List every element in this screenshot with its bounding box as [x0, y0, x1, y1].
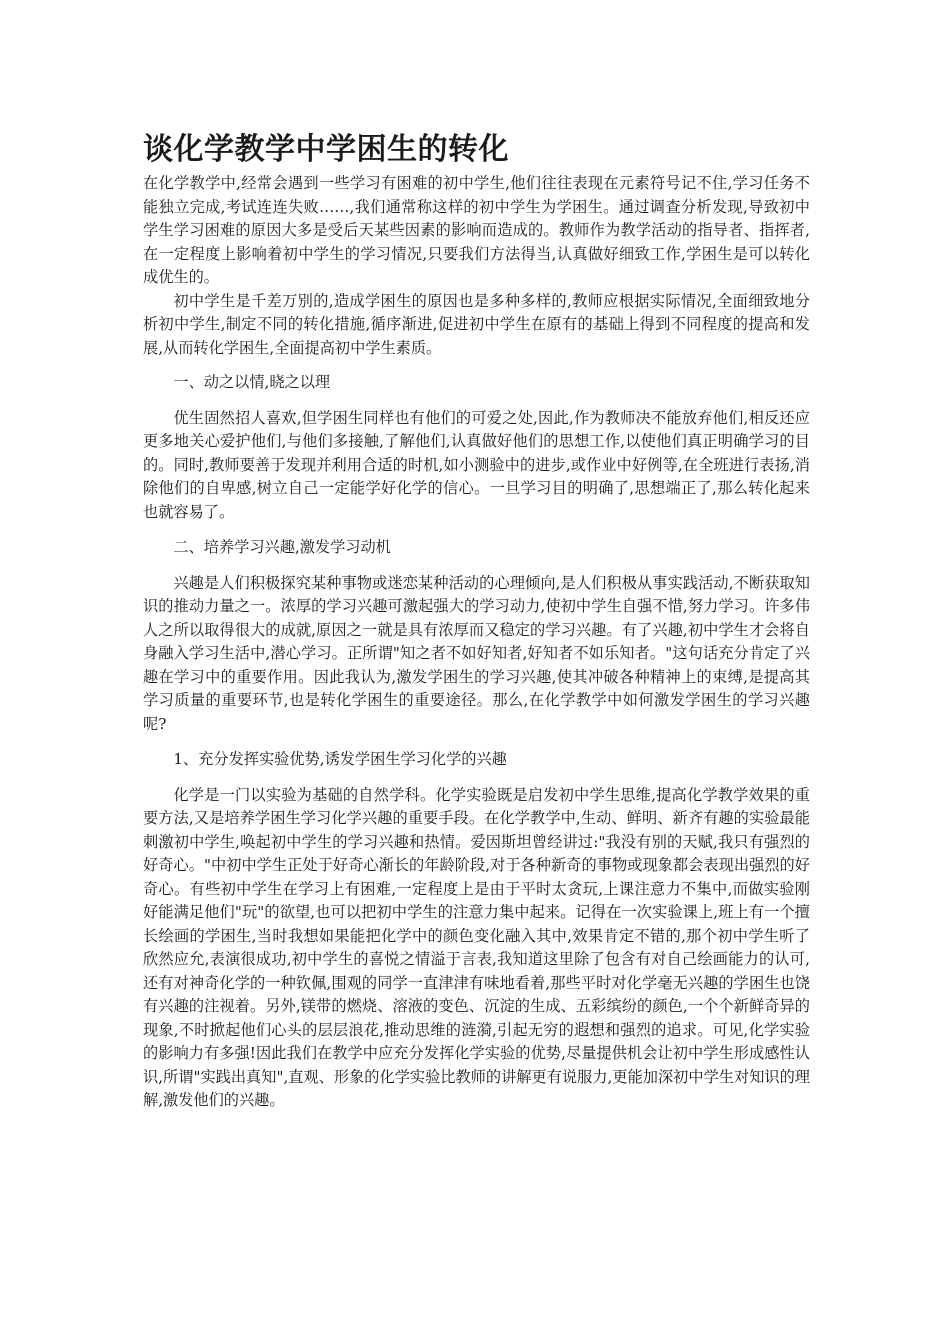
section-heading-1: 一、动之以情,晓之以理 — [173, 373, 331, 391]
body-paragraph-section-2: 兴趣是人们积极探究某种事物或迷恋某种活动的心理倾向,是人们积极从事实践活动,不断获取知识的推动力量之一。浓厚的学习兴趣可激起强大的学习动力,使初中学生自强不惜,努力学习。许多伟人之所以取得很大的成就,原因之一就是具有浓厚而又稳定的学习兴趣。有了兴趣,初中学生才会将自身融入学习生活中,潜心学习。正所谓"知之者不如好知者,好知者不如乐知者。"这句话充分肯定了兴趣在学习中的重要作用。因此我认为,激发学困生的学习兴趣,使其冲破各种精神上的束缚,是提高其学习质量的重要环节,也是转化学困生的重要途径。那么,在化学教学中如何激发学困生的学习兴趣呢? — [143, 573, 810, 733]
spacer — [143, 560, 810, 572]
document-title: 谈化学教学中学困生的转化 — [143, 132, 509, 167]
body-paragraph-subsection-1: 化学是一门以实验为基础的自然学科。化学实验既是启发初中学生思维,提高化学教学效果的重要方法,又是培养学困生学习化学兴趣的重要手段。在化学教学中,生动、鲜明、新齐有趣的实验最能刺激初中学生,唤起初中学生的学习兴趣和热情。爱因斯坦曾经讲过:"我没有别的天赋,我只有强烈的好奇心。"中初中学生正处于好奇心渐长的年龄阶段,对于各种新奇的事物或现象都会表现出强烈的好奇心。有些初中学生在学习上有困难,一定程度上是由于平时太贪玩,上课注意力不集中,而做实验刚好能满足他们"玩"的欲望,也可以把初中学生的注意力集中起来。记得在一次实验课上,班上有一个擅长绘画的学困生,当时我想如果能把化学中的颜色变化融入其中,效果肯定不错的,那个初中学生听了欣然应允,表演很成功,初中学生的喜悦之情溢于言表,我知道这里除了包含有对自己绘画能力的认可,还有对神奇化学的一种钦佩,围观的同学一直津津有味地看着,那些平时对化学毫无兴趣的学困生也饶有兴趣的注视着。另外,镁带的燃烧、溶液的变色、沉淀的生成、五彩缤纷的颜色,一个个新鲜奇异的现象,不时掀起他们心头的层层浪花,推动思维的涟漪,引起无穷的遐想和强烈的追求。可见,化学实验的影响力有多强!因此我们在教学中应充分发挥化学实验的优势,尽量提供机会让初中学生形成感性认识,所谓"实践出真知",直观、形象的化学实验比教师的讲解更有说服力,更能加深初中学生对知识的理解,激发他们的兴趣。 — [143, 785, 810, 1109]
spacer — [143, 360, 810, 371]
body-paragraph-section-1: 优生固然招人喜欢,但学困生同样也有他们的可爱之处,因此,作为教师决不能放弃他们,相反还应更多地关心爱护他们,与他们多接触,了解他们,认真做好他们的思想工作,以使他们真正明确学习的目的。同时,教师要善于发现并利用合适的时机,如小测验中的进步,或作业中好例等,在全班进行表扬,消除他们的自卑感,树立自己一定能学好化学的信心。一旦学习目的明确了,思想端正了,那么转化起来也就容易了。 — [143, 408, 810, 521]
section-heading-2: 二、培养学习兴趣,激发学习动机 — [173, 538, 391, 556]
spacer — [143, 395, 810, 407]
subsection-heading-1: 1、充分发挥实验优势,诱发学困生学习化学的兴趣 — [173, 750, 507, 768]
document-page — [143, 128, 810, 1113]
spacer — [143, 524, 810, 536]
body-paragraph-causes: 初中学生是千差万别的,造成学困生的原因也是多种多样的,教师应根据实际情况,全面细致地分析初中学生,制定不同的转化措施,循序渐进,促进初中学生在原有的基础上得到不同程度的提高和发展,从而转化学困生,全面提高初中学生素质。 — [143, 291, 810, 357]
intro-paragraph: 在化学教学中,经常会遇到一些学习有困难的初中学生,他们往往表现在元素符号记不住,学习任务不能独立完成,考试连连失败……,我们通常称这样的初中学生为学困生。通过调查分析发现,导致初中学生学习困难的原因大多是受后天某些因素的影响而造成的。教师作为教学活动的指导者、指挥者,在一定程度上影响着初中学生的学习情况,只要我们方法得当,认真做好细致工作,学困生是可以转化成优生的。 — [143, 174, 810, 286]
spacer — [143, 736, 810, 748]
spacer — [143, 772, 810, 784]
